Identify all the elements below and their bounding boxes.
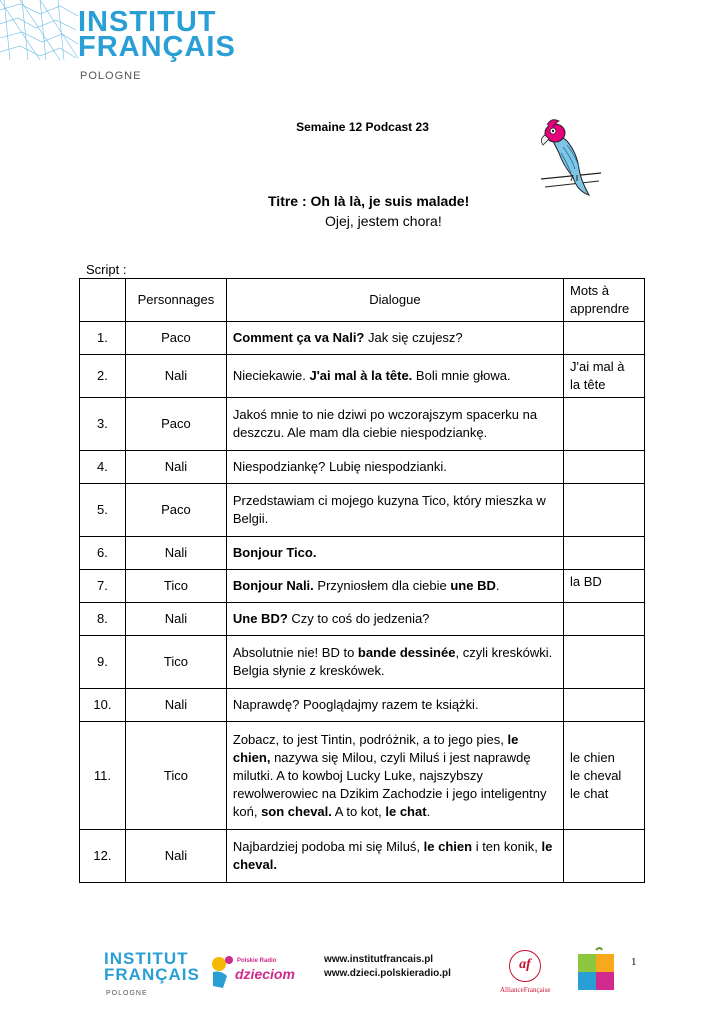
table-row [80,398,645,451]
row-number: 6. [80,537,126,570]
row-number: 12. [80,830,126,883]
footer-urls [324,953,451,981]
radio-character-icon [207,952,237,992]
af-text: AllianceFrançaise [500,986,551,994]
dialogue-text: nazywa się Milou, czyli Miluś i jest naprawdę milutki. A to kowboj Lucky Luke, najszybszy rewolwerowiec na Dzikim Zachodzie i jego inteligentny koń, [232,749,547,819]
table-row [80,451,645,484]
footer-institut-logo [104,951,200,983]
table-header-row [80,279,645,322]
dialogue-bold-phrase: son cheval. [261,803,332,819]
row-number: 7. [80,570,126,603]
row-vocabulary [564,722,645,830]
vocabulary-item: J'ai mal à la tête [570,359,625,392]
dialogue-text: , czyli kreskówki. Belgia słynie z kreskówek. [232,645,553,678]
dialogue-text: Boli mnie głowa. [412,368,511,383]
af-mark: af [509,950,541,982]
dialogue-text: Jak się czujesz? [364,330,463,345]
row-dialogue [226,830,563,883]
row-character: Nali [125,537,226,570]
row-number: 10. [80,689,126,722]
row-number: 3. [80,398,126,451]
dialogue-bold-phrase: le chat [385,803,427,819]
parrot-illustration [533,111,605,201]
row-vocabulary [564,830,645,883]
row-character: Tico [125,722,226,830]
vocabulary-item: la BD [570,574,602,589]
row-vocabulary [564,322,645,355]
dialogue-text: Zobacz, to jest Tintin, podróżnik, a to jego pies, [232,731,508,747]
row-character: Nali [125,451,226,484]
week-podcast-label: Semaine 12 Podcast 23 [296,120,429,134]
title-main: Titre : Oh là là, je suis malade! [268,193,470,209]
table-row [80,722,645,830]
dialogue-bold-phrase: Comment ça va Nali? [232,330,365,345]
vocabulary-item: le chien [570,749,615,765]
logo-mesh-graphic [0,0,80,60]
row-number: 4. [80,451,126,484]
row-vocabulary [564,451,645,484]
table-row [80,484,645,537]
table-row [80,636,645,689]
row-dialogue [226,722,563,830]
row-number: 2. [80,355,126,398]
row-dialogue [226,603,563,636]
script-table [79,278,645,883]
footer-url-radio[interactable]: www.dzieci.polskieradio.pl [324,968,451,979]
row-vocabulary [564,570,645,603]
title-block [268,191,469,231]
logo-text-line2: FRANÇAIS [78,31,236,63]
dialogue-bold-phrase: J'ai mal à la tête. [309,368,413,383]
table-row [80,355,645,398]
title-translation: Ojej, jestem chora! [325,213,442,229]
dialogue-bold-phrase: une BD [450,578,496,593]
footer-logos [0,940,725,1024]
row-vocabulary [564,636,645,689]
dialogue-text: Jakoś mnie to nie dziwi po wczorajszym spacerku na deszczu. Ale mam dla ciebie niespodziankę. [232,407,538,440]
logo-text-line1: INSTITUT [78,6,217,38]
table-row [80,570,645,603]
header-personnages: Personnages [125,279,226,322]
row-character: Nali [125,603,226,636]
polskie-radio-logo [207,952,295,992]
table-row [80,603,645,636]
dialogue-bold-phrase: bande dessinée [357,645,456,660]
table-row [80,537,645,570]
dialogue-text: i ten konik, [472,839,542,854]
row-vocabulary [564,355,645,398]
row-dialogue [226,451,563,484]
row-dialogue [226,355,563,398]
script-label: Script : [86,262,127,277]
row-number: 9. [80,636,126,689]
vocabulary-item: le chat [570,785,609,801]
row-character: Paco [125,322,226,355]
row-character: Nali [125,689,226,722]
row-dialogue [226,484,563,537]
row-dialogue [226,689,563,722]
header-number [80,279,126,322]
dialogue-text: Przedstawiam ci mojego kuzyna Tico, który mieszka w Belgii. [232,493,546,526]
radio-brand-top: Polskie Radio [237,958,277,964]
row-number: 11. [80,722,126,830]
dialogue-text: Nieciekawie. [232,368,310,383]
page-number: 1 [631,956,637,968]
row-vocabulary [564,537,645,570]
table-row [80,830,645,883]
table-row [80,689,645,722]
row-character: Paco [125,398,226,451]
header-mots: Mots à apprendre [564,279,645,322]
dialogue-text: Naprawdę? Pooglądajmy razem te książki. [232,697,479,712]
row-dialogue [226,322,563,355]
row-character: Tico [125,636,226,689]
row-character: Tico [125,570,226,603]
radio-brand-main: dzieciom [235,966,295,982]
institut-francais-logo [0,0,236,90]
dialogue-text: Czy to coś do jedzenia? [287,611,430,626]
row-character: Nali [125,355,226,398]
dialogue-bold-phrase: Une BD? [232,611,288,626]
vocabulary-item: le cheval [570,767,622,783]
dialogue-text: . [426,803,431,819]
dialogue-text: Przyniosłem dla ciebie [313,578,451,593]
dialogue-bold-phrase: le chien [423,839,473,854]
footer-logo-line2: FRANÇAIS [104,965,200,984]
footer-logo-subtitle: POLOGNE [106,990,148,997]
row-number: 1. [80,322,126,355]
row-dialogue [226,537,563,570]
row-number: 8. [80,603,126,636]
table-row [80,322,645,355]
dialogue-text: Niespodziankę? Lubię niespodzianki. [232,459,447,474]
row-vocabulary [564,398,645,451]
header-dialogue: Dialogue [226,279,563,322]
row-vocabulary [564,689,645,722]
logo-subtitle: POLOGNE [80,70,142,82]
row-dialogue [226,636,563,689]
row-vocabulary [564,484,645,537]
dialogue-bold-phrase: le chien, [232,731,519,765]
dialogue-text: A to kot, [331,803,386,819]
dialogue-text: Absolutnie nie! BD to [232,645,358,660]
row-number: 5. [80,484,126,537]
dialogue-text: . [495,578,500,593]
row-character: Nali [125,830,226,883]
dialogue-bold-phrase: Bonjour Nali. [232,578,314,593]
footer-url-institut[interactable]: www.institutfrancais.pl [324,954,434,965]
footer-logo-line1: INSTITUT [104,949,189,968]
row-vocabulary [564,603,645,636]
cultural-center-logo [574,946,618,996]
dialogue-bold-phrase: Bonjour Tico. [232,545,317,560]
alliance-francaise-logo [500,950,550,1000]
dialogue-bold-phrase: le cheval. [232,839,553,872]
dialogue-text: Najbardziej podoba mi się Miluś, [232,839,424,854]
row-dialogue [226,398,563,451]
row-character: Paco [125,484,226,537]
row-dialogue [226,570,563,603]
